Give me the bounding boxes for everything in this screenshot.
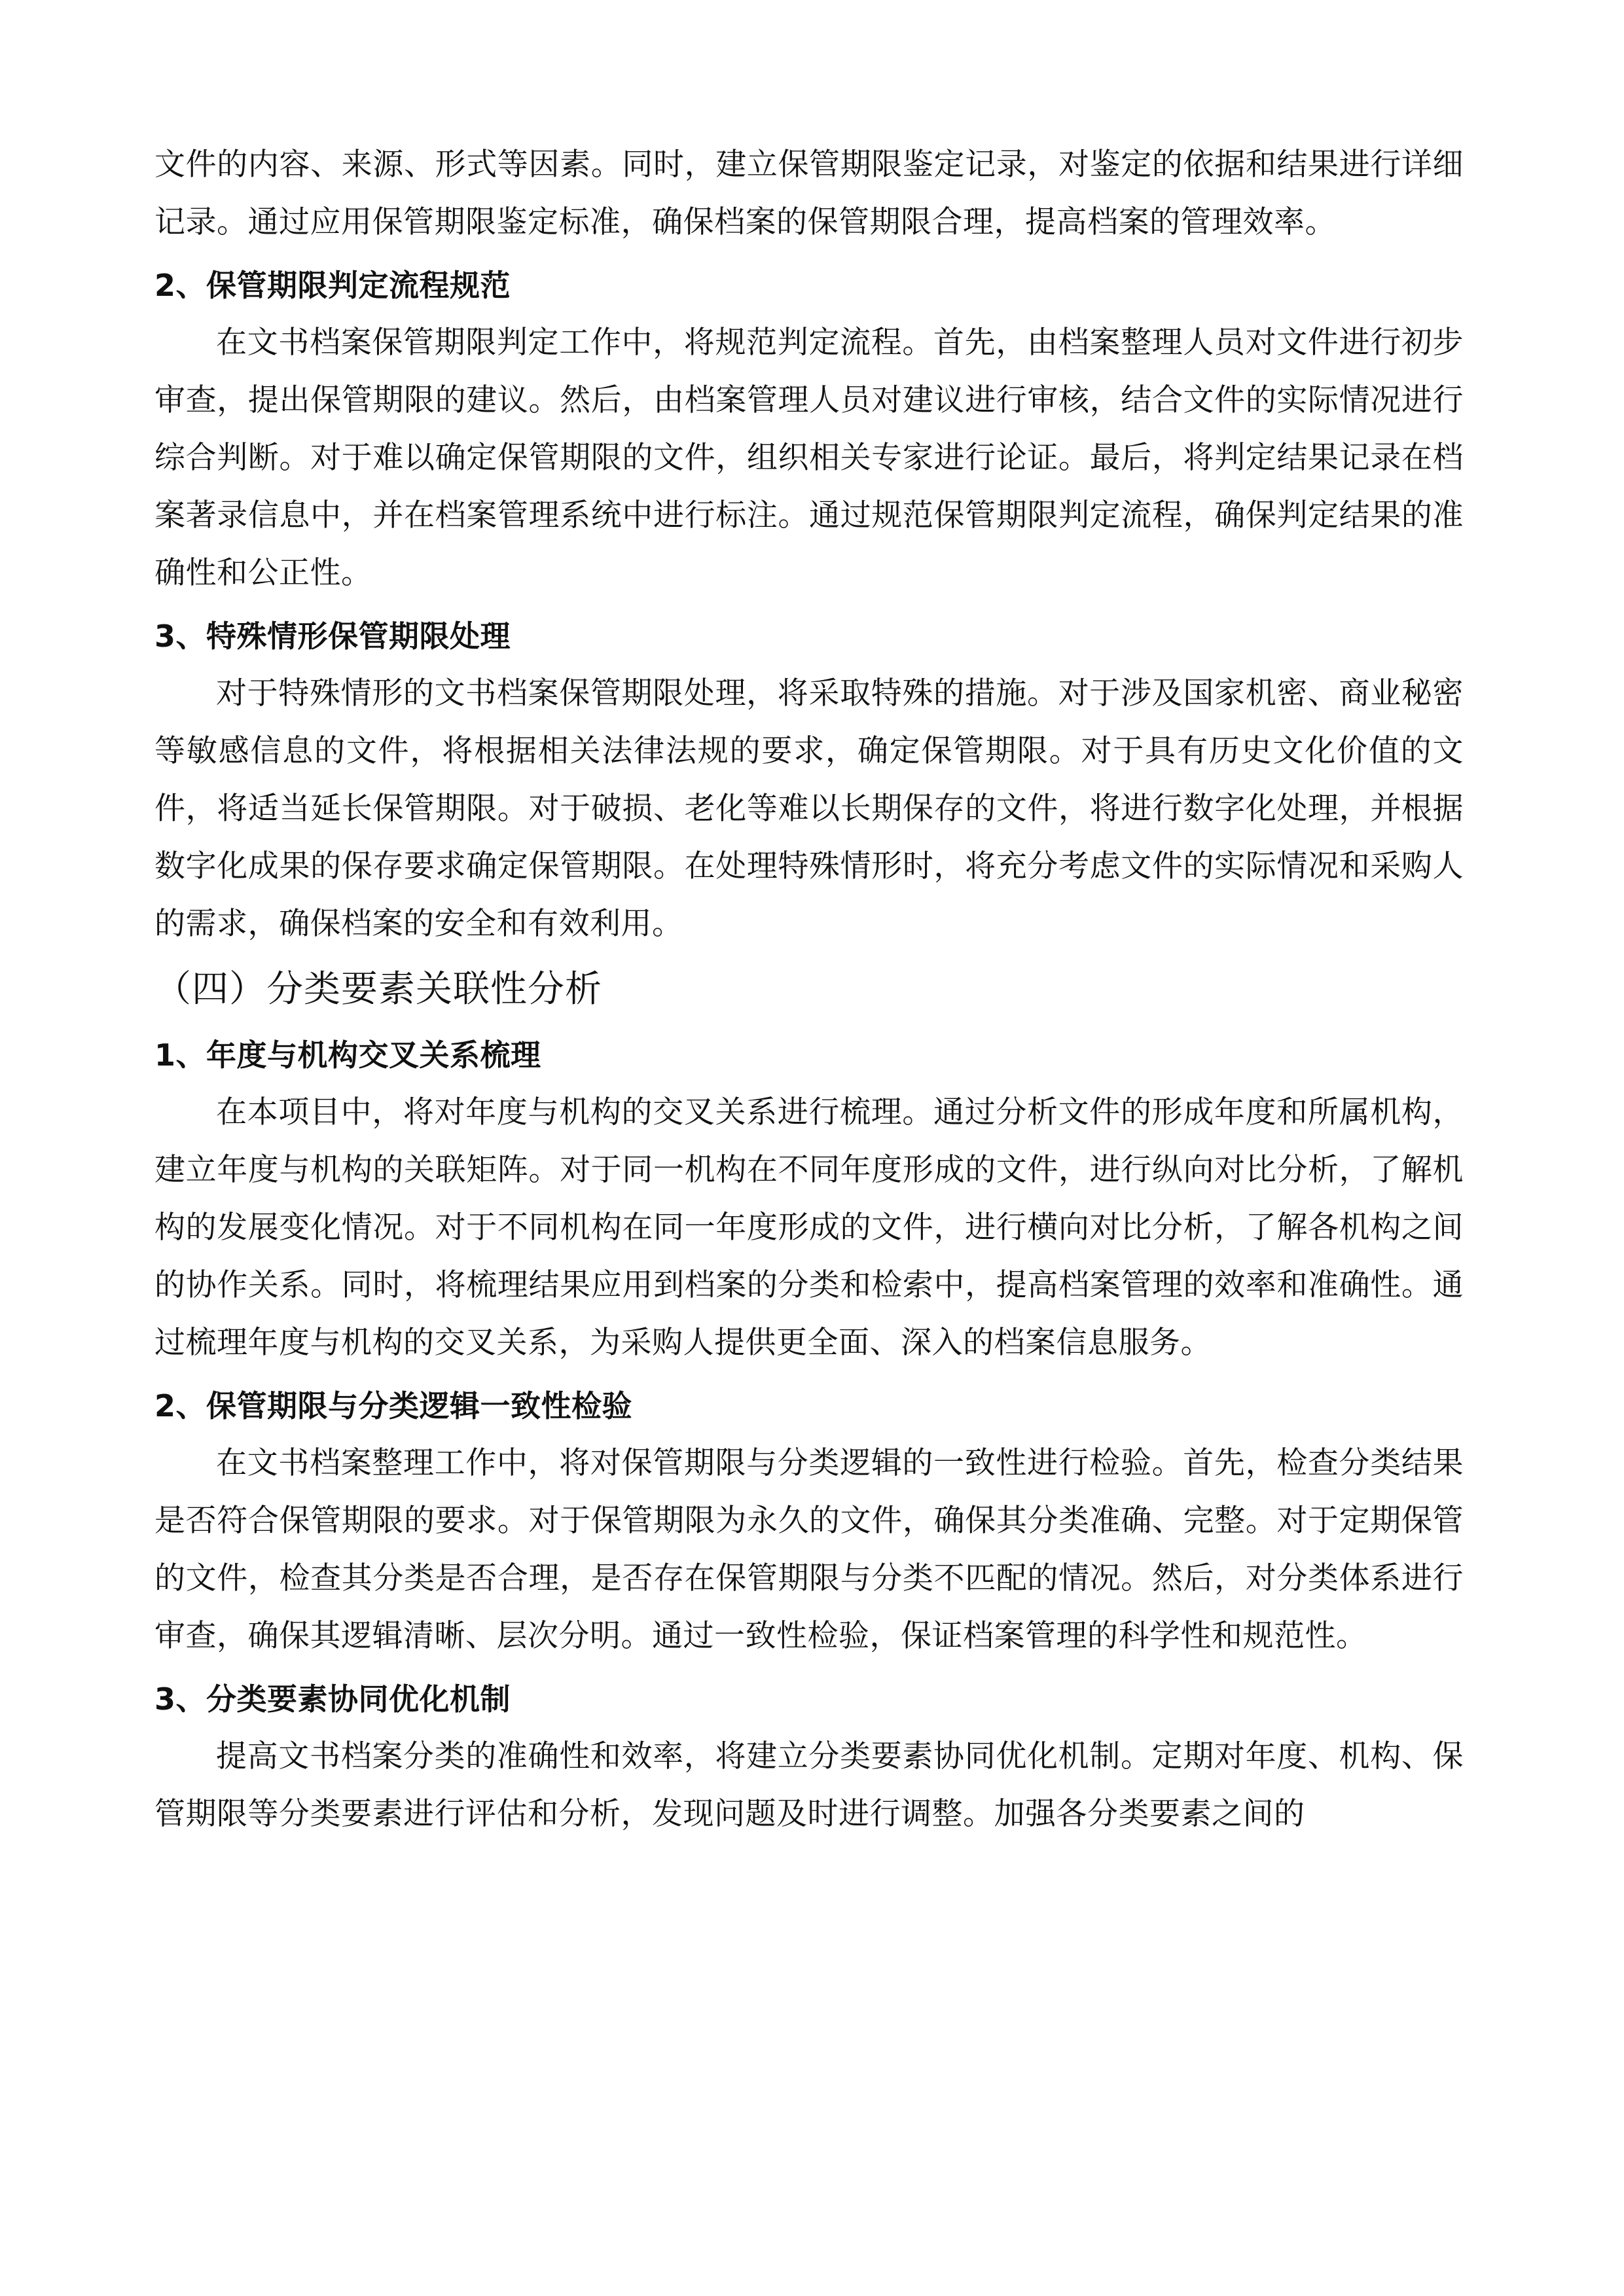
section-2-heading: 2、保管期限判定流程规范	[154, 268, 511, 303]
document-page	[154, 136, 1464, 1843]
sub2-body: 在文书档案整理工作中，将对保管期限与分类逻辑的一致性进行检验。首先，检查分类结果是否符合保管期限的要求。对于保管期限为永久的文件，确保其分类准确、完整。对于定期保管的文件，检查其分类是否合理，是否存在保管期限与分类不匹配的情况。然后，对分类体系进行审查，确保其逻辑清晰、层次分明。通过一致性检验，保证档案管理的科学性和规范性。	[154, 1445, 1464, 1654]
section-3-heading: 3、特殊情形保管期限处理	[154, 619, 511, 654]
section-2-body: 在文书档案保管期限判定工作中，将规范判定流程。首先，由档案整理人员对文件进行初步审查，提出保管期限的建议。然后，由档案管理人员对建议进行审核，结合文件的实际情况进行综合判断。对于难以确定保管期限的文件，组织相关专家进行论证。最后，将判定结果记录在档案著录信息中，并在档案管理系统中进行标注。通过规范保管期限判定流程，确保判定结果的准确性和公正性。	[154, 325, 1464, 591]
sub1-body: 在本项目中，将对年度与机构的交叉关系进行梳理。通过分析文件的形成年度和所属机构，建立年度与机构的关联矩阵。对于同一机构在不同年度形成的文件，进行纵向对比分析，了解机构的发展变化情况。对于不同机构在同一年度形成的文件，进行横向对比分析，了解各机构之间的协作关系。同时，将梳理结果应用到档案的分类和检索中，提高档案管理的效率和准确性。通过梳理年度与机构的交叉关系，为采购人提供更全面、深入的档案信息服务。	[154, 1094, 1464, 1361]
intro-paragraph: 文件的内容、来源、形式等因素。同时，建立保管期限鉴定记录，对鉴定的依据和结果进行详细记录。通过应用保管期限鉴定标准，确保档案的保管期限合理，提高档案的管理效率。	[154, 147, 1464, 240]
sub2-heading: 2、保管期限与分类逻辑一致性检验	[154, 1388, 633, 1424]
sub3-body: 提高文书档案分类的准确性和效率，将建立分类要素协同优化机制。定期对年度、机构、保管期限等分类要素进行评估和分析，发现问题及时进行调整。加强各分类要素之间的	[154, 1738, 1464, 1832]
sub3-heading: 3、分类要素协同优化机制	[154, 1681, 511, 1717]
sub1-heading: 1、年度与机构交叉关系梳理	[154, 1037, 541, 1073]
chapter-heading: （四）分类要素关联性分析	[154, 968, 602, 1011]
section-3-body: 对于特殊情形的文书档案保管期限处理，将采取特殊的措施。对于涉及国家机密、商业秘密等敏感信息的文件，将根据相关法律法规的要求，确定保管期限。对于具有历史文化价值的文件，将适当延长保管期限。对于破损、老化等难以长期保存的文件，将进行数字化处理，并根据数字化成果的保存要求确定保管期限。在处理特殊情形时，将充分考虑文件的实际情况和采购人的需求，确保档案的安全和有效利用。	[154, 675, 1464, 942]
